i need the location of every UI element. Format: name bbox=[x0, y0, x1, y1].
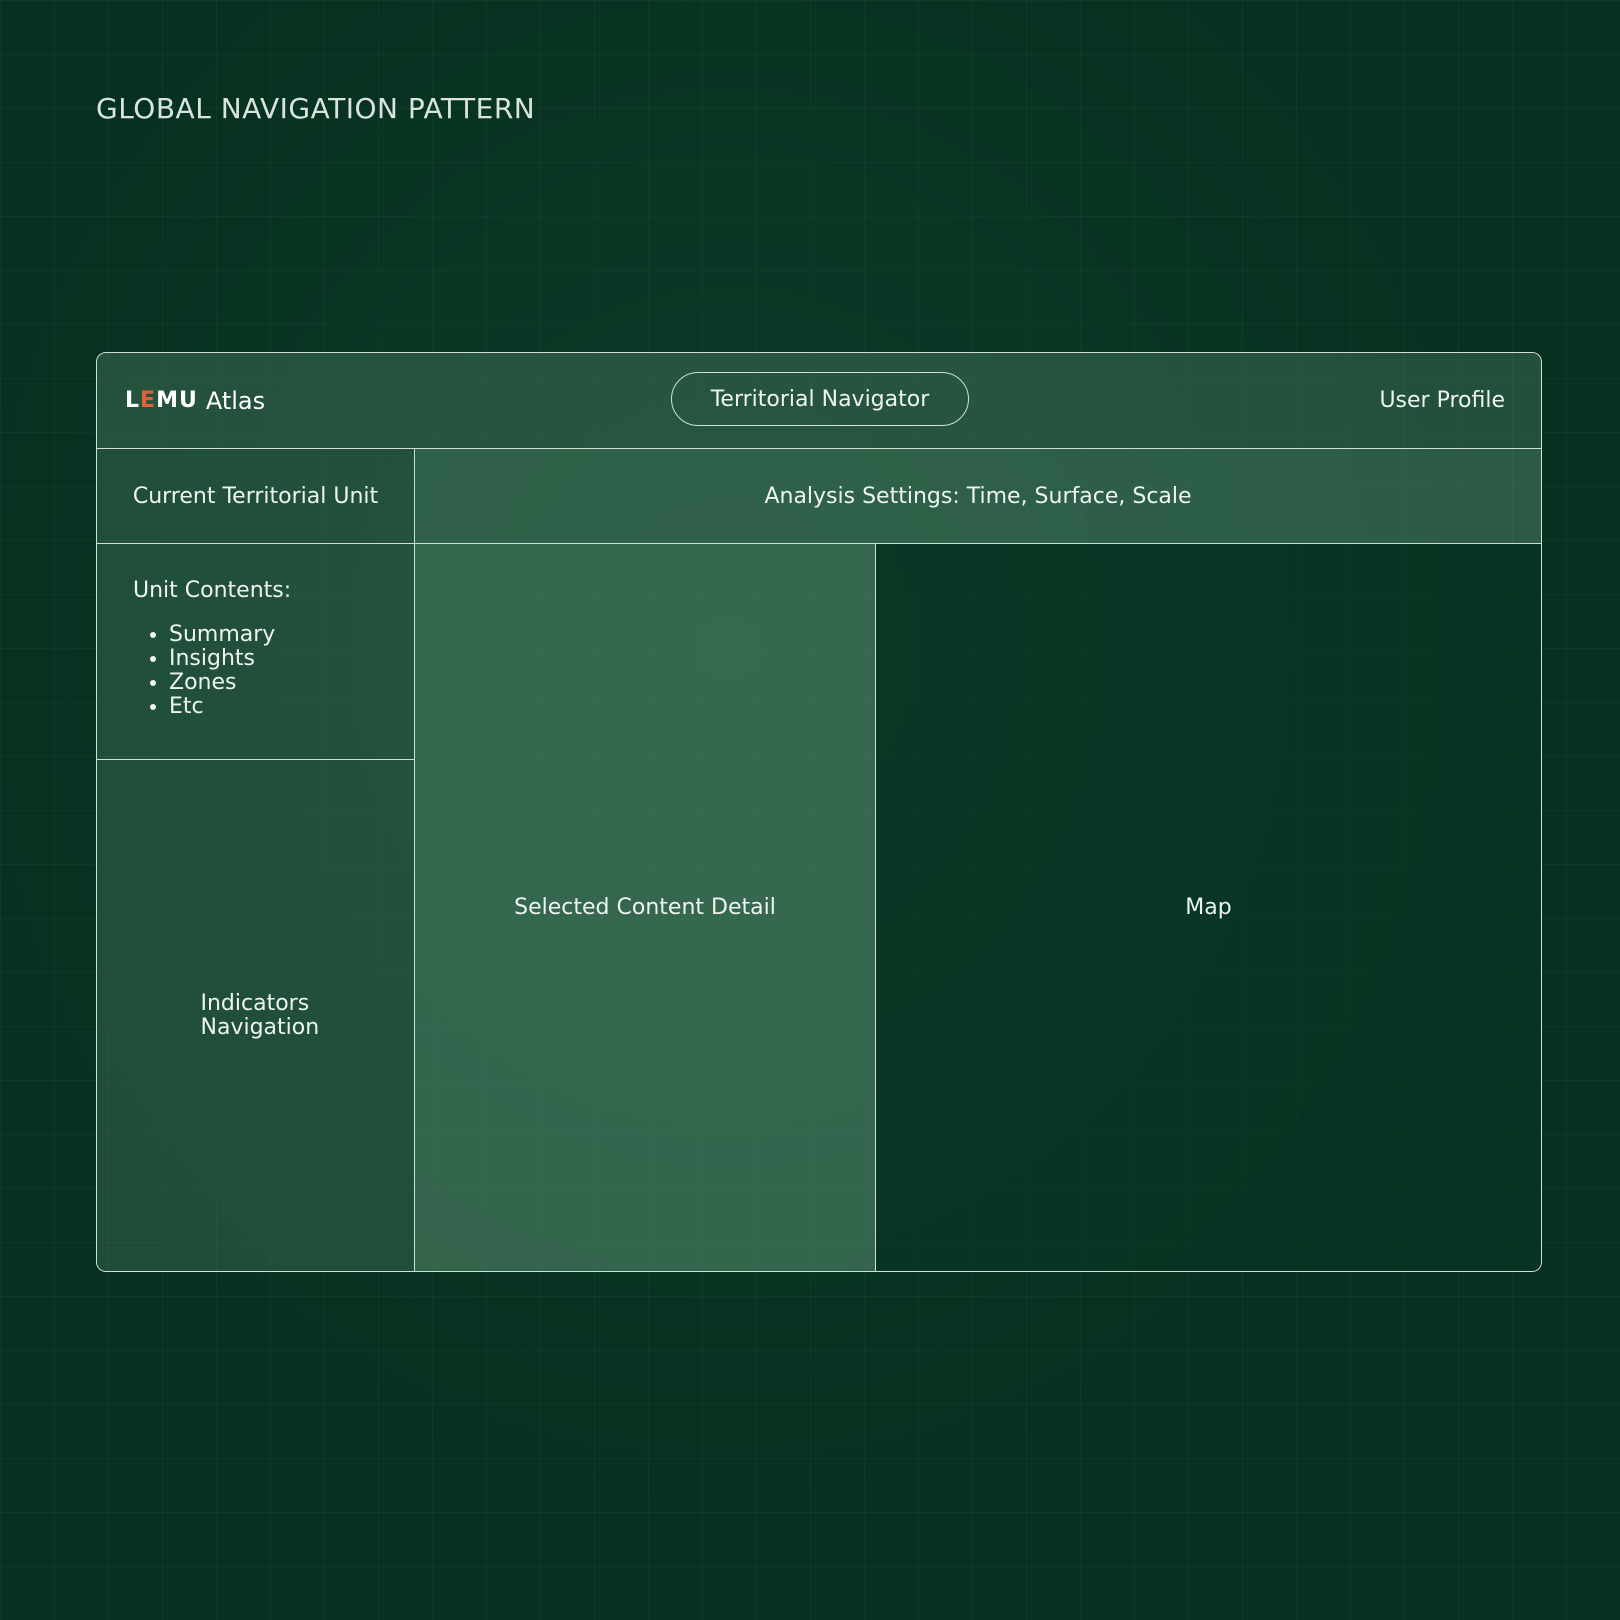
unit-contents-panel bbox=[97, 544, 415, 760]
indicators-navigation-panel[interactable] bbox=[97, 760, 415, 1271]
map-panel[interactable] bbox=[876, 544, 1541, 1271]
current-territorial-unit[interactable]: Current Territorial Unit bbox=[97, 449, 415, 544]
user-profile-link[interactable]: User Profile bbox=[1379, 388, 1505, 413]
unit-contents-heading: Unit Contents: bbox=[133, 578, 292, 603]
unit-contents-item-zones[interactable]: • Zones bbox=[169, 671, 275, 695]
selected-content-detail-label: Selected Content Detail bbox=[514, 895, 776, 920]
analysis-settings-bar[interactable]: Analysis Settings: Time, Surface, Scale bbox=[415, 449, 1541, 544]
app-wireframe bbox=[96, 352, 1542, 1272]
unit-contents-item-summary[interactable]: • Summary bbox=[169, 623, 275, 647]
territorial-navigator-button[interactable]: Territorial Navigator bbox=[671, 372, 969, 426]
unit-contents-item-etc[interactable]: • Etc bbox=[169, 695, 275, 719]
page-title: GLOBAL NAVIGATION PATTERN bbox=[96, 92, 536, 125]
map-label: Map bbox=[1185, 895, 1232, 920]
unit-contents-item-insights[interactable]: • Insights bbox=[169, 647, 275, 671]
logo[interactable] bbox=[125, 387, 265, 415]
indicators-navigation-label: Indicators Navigation bbox=[200, 990, 320, 1040]
unit-contents-list bbox=[133, 623, 275, 719]
selected-content-detail-panel bbox=[415, 544, 876, 1271]
logo-app-name: Atlas bbox=[205, 386, 266, 415]
logo-mark: LEMU bbox=[125, 388, 198, 413]
